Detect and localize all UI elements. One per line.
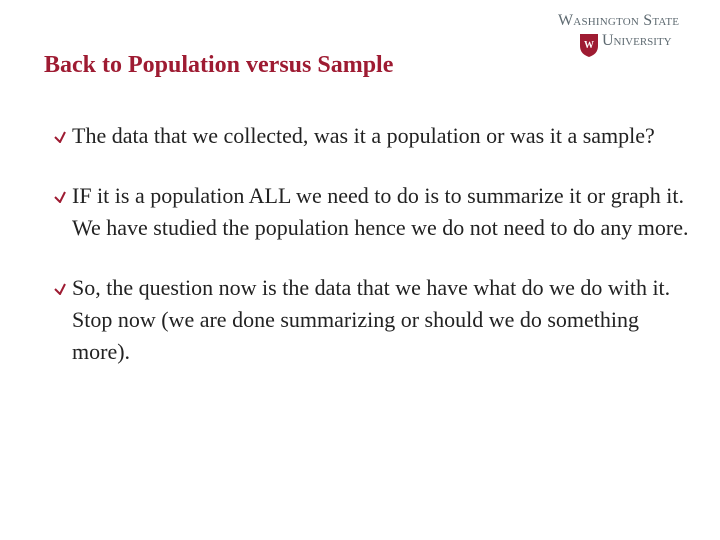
checkmark-diamond-icon: [54, 131, 66, 143]
svg-text:W: W: [584, 40, 594, 51]
checkmark-diamond-icon: [54, 191, 66, 203]
bullet-item: [54, 272, 694, 368]
bullet-text: The data that we collected, was it a population or was it a sample?: [72, 123, 655, 148]
logo-line2: University: [602, 32, 672, 49]
slide-title: Back to Population versus Sample: [44, 52, 394, 78]
university-logo: [556, 12, 706, 60]
logo-line1: Washington State: [558, 12, 680, 29]
checkmark-diamond-icon: [54, 283, 66, 295]
wsu-seal-icon: [578, 32, 600, 58]
bullet-text: So, the question now is the data that we have what do we do with it. Stop now (we are done summarizing or should we do something more).: [72, 275, 671, 364]
bullet-item: [54, 120, 694, 152]
bullet-text: IF it is a population ALL we need to do is to summarize it or graph it. We have studied the population hence we do not need to do any more.: [72, 183, 689, 240]
bullet-item: [54, 180, 694, 244]
bullet-list: [54, 120, 694, 368]
